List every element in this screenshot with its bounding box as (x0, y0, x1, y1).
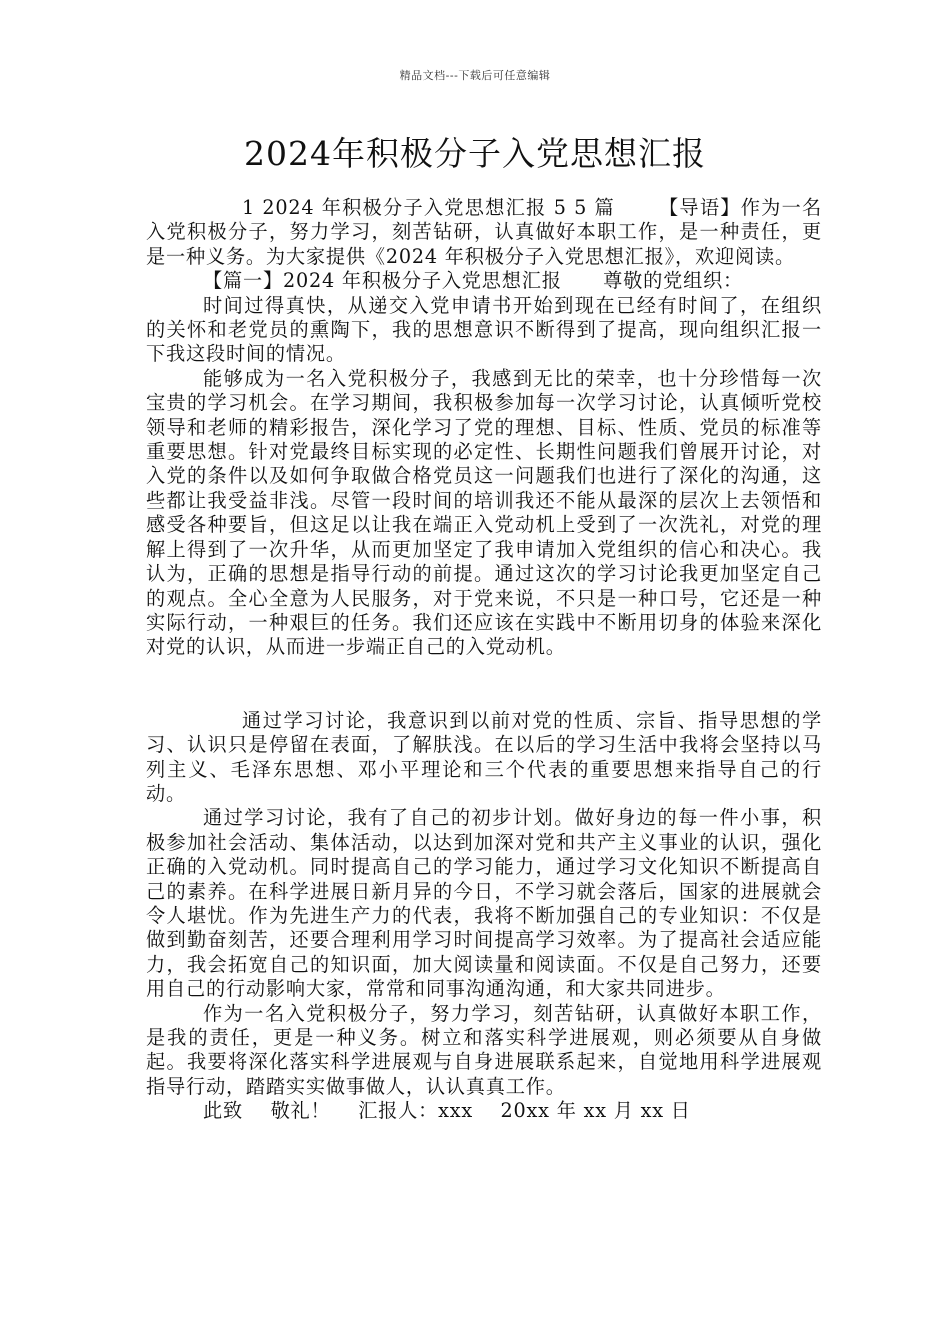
paragraph-2: 能够成为一名入党积极分子，我感到无比的荣幸，也十分珍惜每一次宝贵的学习机会。在学习期间，我积极参加每一次学习讨论，认真倾听党校领导和老师的精彩报告，深化学习了党的理想、目标、性质、党员的标准等重要思想。针对党最终目标实现的必定性、长期性问题我们曾展开讨论，对入党的条件以及如何争取做合格党员这一问题我们也进行了深化的沟通，这些都让我受益非浅。尽管一段时间的培训我还不能从最深的层次上去领悟和感受各种要旨，但这足以让我在端正入党动机上受到了一次洗礼，对党的理解上得到了一次升华，从而更加坚定了我申请加入党组织的信心和决心。我认为，正确的思想是指导行动的前提。通过这次的学习讨论我更加坚定自己的观点。全心全意为人民服务，对于党来说，不只是一种口号，它还是一种实际行动，一种艰巨的任务。我们还应该在实践中不断用切身的体验来深化对党的认识，从而进一步端正自己的入党动机。 (146, 366, 822, 659)
document-title: 2024年积极分子入党思想汇报 (244, 134, 706, 173)
paragraph-4: 通过学习讨论，我有了自己的初步计划。做好身边的每一件小事，积极参加社会活动、集体活动，以达到加深对党和共产主义事业的认识，强化正确的入党动机。同时提高自己的学习能力，通过学习文化知识不断提高自己的素养。在科学进展日新月异的今日，不学习就会落后，国家的进展就会令人堪忧。作为先进生产力的代表，我将不断加强自己的专业知识：不仅是做到勤奋刻苦，还要合理利用学习时间提高学习效率。为了提高社会适应能力，我会拓宽自己的知识面，加大阅读量和阅读面。不仅是自己努力，还要用自己的行动影响大家，常常和同事沟通沟通，和大家共同进步。 (146, 806, 822, 1001)
closing-line: 此致 敬礼！ 汇报人：xxx 20xx 年 xx 月 xx 日 (203, 1099, 691, 1123)
document-body (146, 196, 822, 1124)
paragraph-1: 时间过得真快，从递交入党申请书开始到现在已经有时间了，在组织的关怀和老党员的熏陶下，我的思想意识不断得到了提高，现向组织汇报一下我这段时间的情况。 (146, 293, 822, 366)
paragraph-5: 作为一名入党积极分子，努力学习，刻苦钻研，认真做好本职工作，是我的责任，更是一种义务。树立和落实科学进展观，则必须要从自身做起。我要将深化落实科学进展观与自身进展联系起来，自觉地用科学进展观指导行动，踏踏实实做事做人，认认真真工作。 (146, 1001, 822, 1098)
page-header-note: 精品文档---下载后可任意编辑 (399, 69, 551, 82)
section-heading: 【篇一】2024 年积极分子入党思想汇报 尊敬的党组织： (203, 269, 744, 293)
paragraph-3: 通过学习讨论，我意识到以前对党的性质、宗旨、指导思想的学习、认识只是停留在表面，了解肤浅。在以后的学习生活中我将会坚持以马列主义、毛泽东思想、邓小平理论和三个代表的重要思想来指导自己的行动。 (146, 708, 822, 805)
paragraph-gap (146, 660, 822, 709)
intro-paragraph: 1 2024 年积极分子入党思想汇报 5 5 篇 【导语】作为一名入党积极分子，努力学习，刻苦钻研，认真做好本职工作，是一种责任，更是一种义务。为大家提供《2024 年积极分子入党思想汇报》，欢迎阅读。 (146, 196, 822, 268)
